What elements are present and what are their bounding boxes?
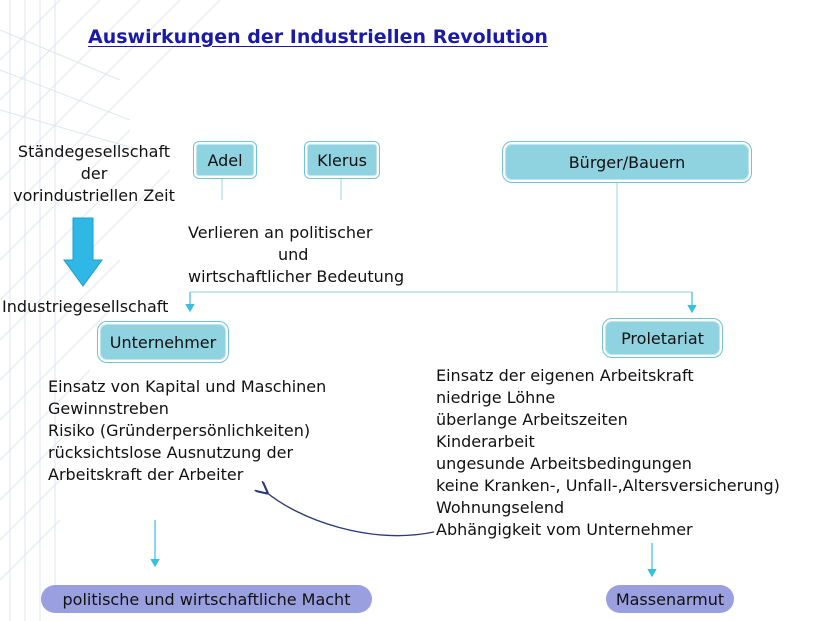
middle-text-line-1: Verlieren an politischer xyxy=(188,223,373,242)
page-title: Auswirkungen der Industriellen Revolution xyxy=(88,26,548,48)
box-buerger-bauern: Bürger/Bauern xyxy=(503,142,751,182)
list-item: Arbeitskraft der Arbeiter xyxy=(48,465,244,484)
box-adel: Adel xyxy=(194,142,256,178)
pre-label-line-1: Ständegesellschaft xyxy=(17,142,171,161)
list-item: Einsatz von Kapital und Maschinen xyxy=(48,377,327,396)
middle-text-line-3: wirtschaftlicher Bedeutung xyxy=(188,267,405,286)
result-mass-poverty: Massenarmut xyxy=(606,585,734,613)
middle-text-line-2: und xyxy=(278,245,309,264)
result-political-economic-power: politische und wirtschaftliche Macht xyxy=(41,585,372,613)
list-item: rücksichtslose Ausnutzung der xyxy=(48,443,294,462)
proletariat-characteristics-list xyxy=(436,365,780,541)
box-klerus: Klerus xyxy=(305,142,379,178)
loss-of-importance-text xyxy=(180,222,430,288)
down-arrow-icon xyxy=(64,218,102,286)
list-item: Abhängigkeit vom Unternehmer xyxy=(436,520,693,539)
list-item: ungesunde Arbeitsbedingungen xyxy=(436,454,692,473)
pre-label-line-3: vorindustriellen Zeit xyxy=(13,186,175,205)
list-item: Gewinnstreben xyxy=(48,399,169,418)
list-item: überlange Arbeitszeiten xyxy=(436,410,628,429)
box-unternehmer: Unternehmer xyxy=(98,322,228,362)
box-proletariat: Proletariat xyxy=(603,319,722,357)
list-item: niedrige Löhne xyxy=(436,388,556,407)
dependency-curve-arrow xyxy=(266,492,434,536)
pre-industrial-society-label xyxy=(4,141,184,207)
list-item: Einsatz der eigenen Arbeitskraft xyxy=(436,366,694,385)
unternehmer-characteristics-list xyxy=(48,376,326,486)
list-item: Risiko (Gründerpersönlichkeiten) xyxy=(48,421,311,440)
list-item: Kinderarbeit xyxy=(436,432,535,451)
pre-label-line-2: der xyxy=(80,164,108,183)
list-item: keine Kranken-, Unfall-,Altersversicherung) xyxy=(436,476,780,495)
list-item: Wohnungselend xyxy=(436,498,565,517)
industrial-society-label: Industriegesellschaft xyxy=(2,297,169,316)
